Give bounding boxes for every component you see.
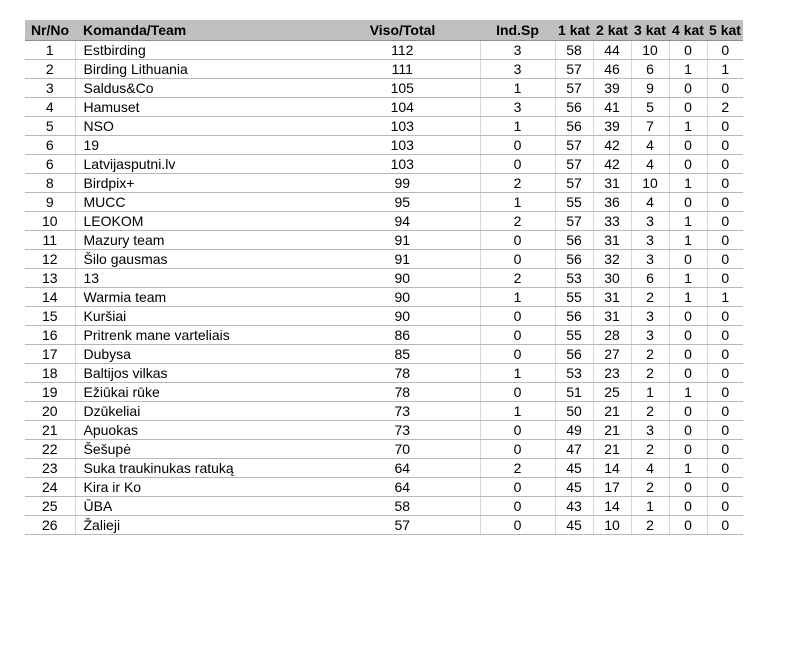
cell-kat-1: 55 [555,193,593,212]
cell-ind-sp: 0 [480,231,555,250]
cell-kat-2: 39 [593,79,631,98]
cell-kat-1: 51 [555,383,593,402]
cell-ind-sp: 1 [480,364,555,383]
cell-kat-5: 0 [707,269,743,288]
cell-kat-4: 0 [669,440,707,459]
header-kat-1: 1 kat [555,20,593,41]
table-row [25,402,743,421]
cell-kat-5: 0 [707,212,743,231]
cell-kat-3: 7 [631,117,669,136]
table-row [25,98,743,117]
header-ind-sp: Ind.Sp [480,20,555,41]
cell-ind-sp: 0 [480,516,555,535]
cell-kat-1: 55 [555,326,593,345]
cell-kat-5: 0 [707,478,743,497]
cell-kat-4: 0 [669,250,707,269]
table-row [25,497,743,516]
cell-team: 19 [75,136,325,155]
cell-kat-1: 45 [555,478,593,497]
table-row [25,440,743,459]
table-body [25,41,743,535]
cell-kat-2: 33 [593,212,631,231]
cell-kat-5: 0 [707,307,743,326]
cell-ind-sp: 0 [480,345,555,364]
cell-nr: 16 [25,326,75,345]
header-nr: Nr/No [25,20,75,41]
table-row [25,421,743,440]
cell-kat-5: 0 [707,421,743,440]
table-row [25,231,743,250]
cell-total: 90 [325,269,480,288]
cell-kat-1: 56 [555,345,593,364]
cell-kat-1: 50 [555,402,593,421]
cell-kat-3: 6 [631,269,669,288]
cell-kat-4: 0 [669,497,707,516]
cell-nr: 12 [25,250,75,269]
header-team: Komanda/Team [75,20,325,41]
cell-team: Birdpix+ [75,174,325,193]
cell-kat-3: 2 [631,364,669,383]
cell-kat-5: 0 [707,345,743,364]
table-row [25,307,743,326]
cell-nr: 25 [25,497,75,516]
cell-kat-2: 32 [593,250,631,269]
table-row [25,250,743,269]
cell-ind-sp: 0 [480,383,555,402]
cell-ind-sp: 0 [480,326,555,345]
cell-kat-2: 21 [593,440,631,459]
cell-kat-3: 4 [631,136,669,155]
cell-kat-3: 2 [631,288,669,307]
cell-kat-3: 1 [631,383,669,402]
cell-total: 85 [325,345,480,364]
cell-kat-5: 0 [707,364,743,383]
cell-kat-3: 4 [631,459,669,478]
cell-kat-4: 0 [669,402,707,421]
cell-ind-sp: 0 [480,421,555,440]
cell-total: 103 [325,136,480,155]
cell-team: LEOKOM [75,212,325,231]
cell-kat-1: 57 [555,79,593,98]
table-header [25,20,743,41]
cell-ind-sp: 0 [480,136,555,155]
cell-total: 104 [325,98,480,117]
cell-kat-5: 0 [707,155,743,174]
cell-kat-3: 4 [631,193,669,212]
table-row [25,269,743,288]
cell-kat-2: 14 [593,497,631,516]
cell-kat-3: 5 [631,98,669,117]
cell-total: 90 [325,288,480,307]
cell-nr: 11 [25,231,75,250]
cell-ind-sp: 1 [480,402,555,421]
cell-total: 64 [325,459,480,478]
cell-kat-2: 31 [593,288,631,307]
cell-kat-1: 57 [555,212,593,231]
cell-ind-sp: 1 [480,288,555,307]
cell-kat-3: 3 [631,231,669,250]
cell-total: 73 [325,402,480,421]
cell-kat-2: 17 [593,478,631,497]
cell-kat-1: 47 [555,440,593,459]
cell-nr: 20 [25,402,75,421]
cell-kat-2: 27 [593,345,631,364]
cell-team: Latvijasputni.lv [75,155,325,174]
header-row [25,20,743,41]
cell-total: 103 [325,117,480,136]
cell-kat-4: 0 [669,326,707,345]
cell-nr: 3 [25,79,75,98]
cell-nr: 17 [25,345,75,364]
cell-kat-3: 6 [631,60,669,79]
cell-total: 57 [325,516,480,535]
cell-kat-5: 0 [707,459,743,478]
cell-kat-2: 25 [593,383,631,402]
cell-kat-4: 0 [669,516,707,535]
cell-kat-4: 1 [669,117,707,136]
table-row [25,41,743,60]
cell-total: 90 [325,307,480,326]
cell-kat-1: 45 [555,516,593,535]
cell-kat-1: 53 [555,269,593,288]
cell-nr: 15 [25,307,75,326]
cell-kat-1: 56 [555,307,593,326]
cell-ind-sp: 0 [480,307,555,326]
cell-kat-3: 2 [631,440,669,459]
cell-total: 105 [325,79,480,98]
cell-kat-4: 1 [669,288,707,307]
cell-kat-5: 1 [707,60,743,79]
cell-kat-4: 1 [669,459,707,478]
cell-kat-2: 30 [593,269,631,288]
cell-kat-4: 0 [669,193,707,212]
cell-total: 78 [325,383,480,402]
cell-kat-2: 28 [593,326,631,345]
cell-team: Pritrenk mane varteliais [75,326,325,345]
cell-total: 73 [325,421,480,440]
cell-kat-3: 10 [631,41,669,60]
cell-kat-4: 1 [669,174,707,193]
cell-kat-4: 0 [669,421,707,440]
cell-kat-4: 0 [669,136,707,155]
cell-kat-5: 0 [707,383,743,402]
table-row [25,79,743,98]
cell-kat-5: 0 [707,117,743,136]
cell-kat-3: 3 [631,250,669,269]
cell-kat-1: 56 [555,98,593,117]
cell-ind-sp: 0 [480,440,555,459]
cell-kat-3: 2 [631,402,669,421]
cell-kat-5: 1 [707,288,743,307]
cell-kat-3: 1 [631,497,669,516]
cell-team: ŪBA [75,497,325,516]
cell-kat-1: 57 [555,174,593,193]
cell-total: 94 [325,212,480,231]
table-row [25,364,743,383]
header-kat-3: 3 kat [631,20,669,41]
cell-kat-2: 36 [593,193,631,212]
cell-kat-3: 10 [631,174,669,193]
cell-team: Dzūkeliai [75,402,325,421]
cell-nr: 13 [25,269,75,288]
cell-kat-2: 39 [593,117,631,136]
cell-kat-2: 31 [593,307,631,326]
cell-nr: 18 [25,364,75,383]
cell-team: Estbirding [75,41,325,60]
results-table [25,20,743,535]
cell-ind-sp: 0 [480,478,555,497]
cell-ind-sp: 3 [480,41,555,60]
cell-kat-5: 0 [707,174,743,193]
cell-total: 112 [325,41,480,60]
cell-kat-1: 53 [555,364,593,383]
cell-kat-5: 0 [707,41,743,60]
cell-kat-3: 4 [631,155,669,174]
cell-team: Kuršiai [75,307,325,326]
cell-kat-2: 21 [593,402,631,421]
cell-kat-4: 0 [669,345,707,364]
cell-kat-3: 3 [631,326,669,345]
cell-ind-sp: 1 [480,193,555,212]
table-row [25,117,743,136]
cell-kat-3: 2 [631,478,669,497]
table-row [25,193,743,212]
cell-ind-sp: 3 [480,98,555,117]
cell-team: Baltijos vilkas [75,364,325,383]
cell-team: Saldus&Co [75,79,325,98]
cell-kat-5: 0 [707,497,743,516]
cell-total: 78 [325,364,480,383]
cell-kat-2: 10 [593,516,631,535]
cell-kat-4: 1 [669,231,707,250]
cell-nr: 6 [25,155,75,174]
cell-kat-3: 2 [631,345,669,364]
table-row [25,516,743,535]
cell-kat-3: 9 [631,79,669,98]
cell-kat-3: 3 [631,421,669,440]
cell-kat-3: 3 [631,212,669,231]
table-row [25,459,743,478]
table-row [25,155,743,174]
cell-kat-5: 0 [707,402,743,421]
cell-nr: 19 [25,383,75,402]
cell-kat-5: 0 [707,326,743,345]
cell-kat-2: 21 [593,421,631,440]
cell-kat-5: 0 [707,516,743,535]
cell-kat-4: 1 [669,60,707,79]
cell-kat-1: 45 [555,459,593,478]
table-row [25,383,743,402]
cell-kat-4: 0 [669,79,707,98]
cell-total: 99 [325,174,480,193]
cell-kat-2: 46 [593,60,631,79]
cell-total: 58 [325,497,480,516]
cell-nr: 9 [25,193,75,212]
cell-nr: 23 [25,459,75,478]
cell-ind-sp: 2 [480,212,555,231]
cell-team: Birding Lithuania [75,60,325,79]
cell-nr: 10 [25,212,75,231]
cell-total: 103 [325,155,480,174]
table-row [25,212,743,231]
cell-team: Kira ir Ko [75,478,325,497]
cell-nr: 4 [25,98,75,117]
cell-kat-5: 0 [707,79,743,98]
cell-total: 91 [325,250,480,269]
cell-kat-4: 1 [669,212,707,231]
cell-kat-1: 57 [555,136,593,155]
cell-team: Šešupė [75,440,325,459]
table-row [25,345,743,364]
cell-team: 13 [75,269,325,288]
cell-ind-sp: 0 [480,155,555,174]
table-row [25,478,743,497]
header-total: Viso/Total [325,20,480,41]
cell-total: 70 [325,440,480,459]
cell-kat-4: 0 [669,307,707,326]
cell-ind-sp: 2 [480,174,555,193]
cell-team: Dubysa [75,345,325,364]
cell-kat-4: 0 [669,478,707,497]
cell-nr: 24 [25,478,75,497]
cell-kat-1: 49 [555,421,593,440]
cell-team: MUCC [75,193,325,212]
cell-ind-sp: 1 [480,79,555,98]
cell-ind-sp: 1 [480,117,555,136]
cell-kat-2: 31 [593,174,631,193]
cell-ind-sp: 2 [480,459,555,478]
cell-kat-2: 42 [593,136,631,155]
cell-kat-1: 43 [555,497,593,516]
header-kat-2: 2 kat [593,20,631,41]
cell-kat-1: 57 [555,155,593,174]
cell-total: 86 [325,326,480,345]
cell-kat-2: 44 [593,41,631,60]
cell-kat-1: 55 [555,288,593,307]
cell-team: Ežiūkai rūke [75,383,325,402]
cell-nr: 26 [25,516,75,535]
cell-kat-4: 0 [669,41,707,60]
cell-team: Šilo gausmas [75,250,325,269]
cell-total: 111 [325,60,480,79]
cell-kat-1: 56 [555,117,593,136]
cell-kat-5: 0 [707,193,743,212]
cell-team: Mazury team [75,231,325,250]
table-row [25,288,743,307]
cell-kat-2: 23 [593,364,631,383]
table-row [25,136,743,155]
cell-kat-3: 2 [631,516,669,535]
cell-kat-5: 2 [707,98,743,117]
table-row [25,174,743,193]
cell-kat-5: 0 [707,231,743,250]
cell-nr: 2 [25,60,75,79]
header-kat-5: 5 kat [707,20,743,41]
cell-kat-2: 31 [593,231,631,250]
cell-kat-5: 0 [707,440,743,459]
cell-team: Suka traukinukas ratuką [75,459,325,478]
cell-team: Warmia team [75,288,325,307]
cell-nr: 5 [25,117,75,136]
header-kat-4: 4 kat [669,20,707,41]
cell-nr: 1 [25,41,75,60]
cell-team: NSO [75,117,325,136]
cell-kat-4: 0 [669,364,707,383]
cell-kat-4: 1 [669,269,707,288]
cell-nr: 8 [25,174,75,193]
cell-kat-1: 56 [555,231,593,250]
cell-ind-sp: 0 [480,250,555,269]
cell-team: Apuokas [75,421,325,440]
cell-kat-4: 0 [669,98,707,117]
cell-nr: 14 [25,288,75,307]
cell-total: 95 [325,193,480,212]
cell-kat-4: 1 [669,383,707,402]
cell-team: Hamuset [75,98,325,117]
cell-kat-4: 0 [669,155,707,174]
cell-kat-1: 58 [555,41,593,60]
table-row [25,60,743,79]
cell-nr: 6 [25,136,75,155]
cell-ind-sp: 0 [480,497,555,516]
cell-ind-sp: 3 [480,60,555,79]
cell-kat-2: 42 [593,155,631,174]
cell-nr: 22 [25,440,75,459]
cell-kat-1: 57 [555,60,593,79]
cell-ind-sp: 2 [480,269,555,288]
cell-kat-3: 3 [631,307,669,326]
cell-team: Žalieji [75,516,325,535]
cell-kat-2: 41 [593,98,631,117]
cell-total: 64 [325,478,480,497]
cell-kat-1: 56 [555,250,593,269]
cell-kat-5: 0 [707,136,743,155]
cell-nr: 21 [25,421,75,440]
cell-kat-2: 14 [593,459,631,478]
cell-kat-5: 0 [707,250,743,269]
cell-total: 91 [325,231,480,250]
table-row [25,326,743,345]
